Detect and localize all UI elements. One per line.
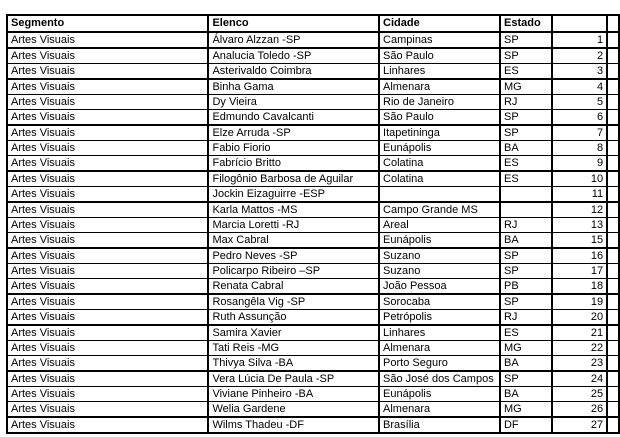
cell-elenco[interactable]: Asterivaldo Coimbra — [208, 64, 379, 80]
cell-cidade[interactable]: São Paulo — [379, 48, 500, 64]
table-row — [7, 95, 619, 110]
cell-partial[interactable] — [607, 402, 619, 418]
column-header-segmento[interactable]: Segmento — [7, 15, 208, 32]
cell-numero[interactable]: 15 — [552, 233, 607, 249]
cell-cidade[interactable]: Porto Seguro — [379, 356, 500, 372]
table-row — [7, 64, 619, 80]
cell-segmento[interactable]: Artes Visuais — [7, 171, 208, 187]
table-row — [7, 141, 619, 156]
cell-numero[interactable]: 1 — [552, 32, 607, 48]
cell-numero[interactable]: 21 — [552, 325, 607, 341]
cell-numero[interactable]: 4 — [552, 79, 607, 95]
cell-elenco[interactable]: Samira Xavier — [208, 325, 379, 341]
cell-cidade[interactable]: Linhares — [379, 64, 500, 80]
column-header-elenco[interactable]: Elenco — [208, 15, 379, 32]
cell-cidade[interactable]: Colatina — [379, 171, 500, 187]
cell-elenco[interactable]: Dy Vieira — [208, 95, 379, 110]
cell-cidade[interactable]: Itapetininga — [379, 125, 500, 141]
cell-cidade[interactable]: São José dos Campos — [379, 371, 500, 387]
table-row — [7, 218, 619, 233]
cell-segmento[interactable]: Artes Visuais — [7, 48, 208, 64]
cell-cidade[interactable]: Suzano — [379, 264, 500, 279]
cell-numero[interactable]: 12 — [552, 202, 607, 218]
cell-partial[interactable] — [607, 356, 619, 372]
column-header-partial[interactable] — [607, 15, 619, 32]
cell-partial[interactable] — [607, 371, 619, 387]
cell-elenco[interactable]: Filogônio Barbosa de Aguilar — [208, 171, 379, 187]
cell-cidade[interactable]: Eunápolis — [379, 387, 500, 402]
cell-partial[interactable] — [607, 156, 619, 172]
cell-elenco[interactable]: Ruth Assunção — [208, 310, 379, 326]
table-row — [7, 79, 619, 95]
cell-elenco[interactable]: Marcia Loretti -RJ — [208, 218, 379, 233]
cell-segmento[interactable]: Artes Visuais — [7, 125, 208, 141]
cell-partial[interactable] — [607, 417, 619, 433]
cell-segmento[interactable]: Artes Visuais — [7, 417, 208, 433]
cell-partial[interactable] — [607, 248, 619, 264]
cell-cidade[interactable]: Colatina — [379, 156, 500, 172]
cell-segmento[interactable]: Artes Visuais — [7, 294, 208, 310]
cell-cidade[interactable]: João Pessoa — [379, 279, 500, 295]
column-header-numero[interactable] — [552, 15, 607, 32]
cell-numero[interactable]: 27 — [552, 417, 607, 433]
cell-numero[interactable]: 9 — [552, 156, 607, 172]
cell-partial[interactable] — [607, 79, 619, 95]
table-row — [7, 171, 619, 187]
table-row — [7, 125, 619, 141]
table-row — [7, 325, 619, 341]
cell-cidade[interactable]: Campinas — [379, 32, 500, 48]
cell-partial[interactable] — [607, 264, 619, 279]
cell-partial[interactable] — [607, 202, 619, 218]
cell-elenco[interactable]: Elze Arruda -SP — [208, 125, 379, 141]
cell-numero[interactable]: 6 — [552, 110, 607, 126]
sheet-area — [6, 14, 620, 434]
table-row — [7, 187, 619, 203]
cell-numero[interactable]: 3 — [552, 64, 607, 80]
cell-numero[interactable]: 8 — [552, 141, 607, 156]
cell-numero[interactable]: 13 — [552, 218, 607, 233]
cell-elenco[interactable]: Thivya Silva -BA — [208, 356, 379, 372]
cell-estado[interactable]: MG — [500, 79, 552, 95]
table-row — [7, 356, 619, 372]
cell-partial[interactable] — [607, 218, 619, 233]
cell-elenco[interactable]: Pedro Neves -SP — [208, 248, 379, 264]
cell-elenco[interactable]: Karla Mattos -MS — [208, 202, 379, 218]
cell-elenco[interactable]: Renata Cabral — [208, 279, 379, 295]
cell-elenco[interactable]: Tati Reis -MG — [208, 341, 379, 356]
cell-segmento[interactable]: Artes Visuais — [7, 95, 208, 110]
cell-partial[interactable] — [607, 187, 619, 203]
cell-segmento[interactable]: Artes Visuais — [7, 279, 208, 295]
table-row — [7, 32, 619, 48]
cell-segmento[interactable]: Artes Visuais — [7, 202, 208, 218]
cell-segmento[interactable]: Artes Visuais — [7, 110, 208, 126]
cell-estado[interactable]: RJ — [500, 310, 552, 326]
cell-segmento[interactable]: Artes Visuais — [7, 356, 208, 372]
table-row — [7, 264, 619, 279]
cell-cidade[interactable]: Brasília — [379, 417, 500, 433]
cell-segmento[interactable]: Artes Visuais — [7, 141, 208, 156]
cell-estado[interactable]: RJ — [500, 218, 552, 233]
cell-segmento[interactable]: Artes Visuais — [7, 325, 208, 341]
cell-elenco[interactable]: Viviane Pinheiro -BA — [208, 387, 379, 402]
cell-elenco[interactable]: Fabrício Britto — [208, 156, 379, 172]
cell-numero[interactable]: 11 — [552, 187, 607, 203]
cell-segmento[interactable]: Artes Visuais — [7, 156, 208, 172]
cell-numero[interactable]: 10 — [552, 171, 607, 187]
cell-cidade[interactable]: Almenara — [379, 341, 500, 356]
cell-segmento[interactable]: Artes Visuais — [7, 371, 208, 387]
cell-partial[interactable] — [607, 325, 619, 341]
cell-partial[interactable] — [607, 32, 619, 48]
cell-segmento[interactable]: Artes Visuais — [7, 233, 208, 249]
cell-elenco[interactable]: Vera Lúcia De Paula -SP — [208, 371, 379, 387]
cell-estado[interactable]: MG — [500, 341, 552, 356]
cell-cidade[interactable]: Linhares — [379, 325, 500, 341]
cell-cidade[interactable]: Campo Grande MS — [379, 202, 500, 218]
cell-partial[interactable] — [607, 110, 619, 126]
cell-partial[interactable] — [607, 95, 619, 110]
cell-numero[interactable]: 2 — [552, 48, 607, 64]
cell-segmento[interactable]: Artes Visuais — [7, 218, 208, 233]
cell-cidade[interactable]: Almenara — [379, 79, 500, 95]
cell-estado[interactable]: PB — [500, 279, 552, 295]
cell-partial[interactable] — [607, 294, 619, 310]
cell-segmento[interactable]: Artes Visuais — [7, 402, 208, 418]
cell-numero[interactable]: 23 — [552, 356, 607, 372]
cell-estado[interactable]: SP — [500, 32, 552, 48]
cell-segmento[interactable]: Artes Visuais — [7, 341, 208, 356]
header-row — [7, 15, 619, 32]
cell-estado[interactable]: SP — [500, 264, 552, 279]
cell-cidade[interactable]: Almenara — [379, 402, 500, 418]
cell-estado[interactable]: SP — [500, 248, 552, 264]
cell-partial[interactable] — [607, 48, 619, 64]
table-row — [7, 156, 619, 172]
cell-numero[interactable]: 25 — [552, 387, 607, 402]
table-row — [7, 248, 619, 264]
cell-estado[interactable] — [500, 187, 552, 203]
cell-elenco[interactable]: Jockin Eizaguirre -ESP — [208, 187, 379, 203]
cell-elenco[interactable]: Wilms Thadeu -DF — [208, 417, 379, 433]
cell-partial[interactable] — [607, 171, 619, 187]
cell-segmento[interactable]: Artes Visuais — [7, 387, 208, 402]
cell-elenco[interactable]: Welia Gardene — [208, 402, 379, 418]
cell-segmento[interactable]: Artes Visuais — [7, 64, 208, 80]
cell-numero[interactable]: 20 — [552, 310, 607, 326]
cell-numero[interactable]: 16 — [552, 248, 607, 264]
cell-cidade[interactable]: Sorocaba — [379, 294, 500, 310]
cell-segmento[interactable]: Artes Visuais — [7, 310, 208, 326]
cell-segmento[interactable]: Artes Visuais — [7, 187, 208, 203]
cell-elenco[interactable]: Álvaro Alzzan -SP — [208, 32, 379, 48]
table-row — [7, 233, 619, 249]
table-row — [7, 387, 619, 402]
table-row — [7, 294, 619, 310]
cell-cidade[interactable]: São Paulo — [379, 110, 500, 126]
table-row — [7, 279, 619, 295]
cell-cidade[interactable]: Petrópolis — [379, 310, 500, 326]
cell-partial[interactable] — [607, 64, 619, 80]
cell-partial[interactable] — [607, 141, 619, 156]
table-row — [7, 310, 619, 326]
cell-cidade[interactable]: Rio de Janeiro — [379, 95, 500, 110]
cell-partial[interactable] — [607, 279, 619, 295]
cell-estado[interactable]: MG — [500, 402, 552, 418]
cell-segmento[interactable]: Artes Visuais — [7, 264, 208, 279]
table-body — [7, 32, 619, 433]
cell-elenco[interactable]: Edmundo Cavalcanti — [208, 110, 379, 126]
data-table — [6, 14, 620, 434]
table-row — [7, 48, 619, 64]
cell-estado[interactable]: ES — [500, 325, 552, 341]
cell-numero[interactable]: 24 — [552, 371, 607, 387]
table-row — [7, 341, 619, 356]
cell-numero[interactable]: 26 — [552, 402, 607, 418]
column-header-cidade[interactable]: Cidade — [379, 15, 500, 32]
table-row — [7, 417, 619, 433]
cell-estado[interactable]: ES — [500, 156, 552, 172]
cell-estado[interactable]: SP — [500, 110, 552, 126]
table-row — [7, 202, 619, 218]
cell-partial[interactable] — [607, 341, 619, 356]
cell-segmento[interactable]: Artes Visuais — [7, 79, 208, 95]
cell-elenco[interactable]: Policarpo Ribeiro –SP — [208, 264, 379, 279]
cell-numero[interactable]: 22 — [552, 341, 607, 356]
cell-numero[interactable]: 19 — [552, 294, 607, 310]
table-row — [7, 110, 619, 126]
cell-numero[interactable]: 17 — [552, 264, 607, 279]
cell-partial[interactable] — [607, 387, 619, 402]
cell-estado[interactable]: SP — [500, 294, 552, 310]
cell-numero[interactable]: 18 — [552, 279, 607, 295]
cell-cidade[interactable]: Eunápolis — [379, 141, 500, 156]
cell-estado[interactable]: BA — [500, 356, 552, 372]
column-header-estado[interactable]: Estado — [500, 15, 552, 32]
cell-numero[interactable]: 5 — [552, 95, 607, 110]
cell-estado[interactable]: SP — [500, 371, 552, 387]
table-row — [7, 371, 619, 387]
table-row — [7, 402, 619, 418]
cell-partial[interactable] — [607, 310, 619, 326]
cell-cidade[interactable]: Suzano — [379, 248, 500, 264]
cell-estado[interactable]: ES — [500, 171, 552, 187]
cell-estado[interactable]: BA — [500, 141, 552, 156]
cell-estado[interactable]: BA — [500, 233, 552, 249]
cell-estado[interactable]: SP — [500, 48, 552, 64]
cell-elenco[interactable]: Max Cabral — [208, 233, 379, 249]
cell-cidade[interactable]: Areal — [379, 218, 500, 233]
cell-estado[interactable]: BA — [500, 387, 552, 402]
cell-partial[interactable] — [607, 125, 619, 141]
cell-cidade[interactable] — [379, 187, 500, 203]
cell-segmento[interactable]: Artes Visuais — [7, 32, 208, 48]
cell-estado[interactable]: DF — [500, 417, 552, 433]
cell-elenco[interactable]: Analucia Toledo -SP — [208, 48, 379, 64]
cell-estado[interactable]: RJ — [500, 95, 552, 110]
cell-partial[interactable] — [607, 233, 619, 249]
cell-cidade[interactable]: Eunápolis — [379, 233, 500, 249]
cell-elenco[interactable]: Binha Gama — [208, 79, 379, 95]
cell-estado[interactable] — [500, 202, 552, 218]
cell-estado[interactable]: ES — [500, 64, 552, 80]
cell-elenco[interactable]: Rosangêla Vig -SP — [208, 294, 379, 310]
cell-numero[interactable]: 7 — [552, 125, 607, 141]
cell-estado[interactable]: SP — [500, 125, 552, 141]
cell-segmento[interactable]: Artes Visuais — [7, 248, 208, 264]
cell-elenco[interactable]: Fabio Fiorio — [208, 141, 379, 156]
